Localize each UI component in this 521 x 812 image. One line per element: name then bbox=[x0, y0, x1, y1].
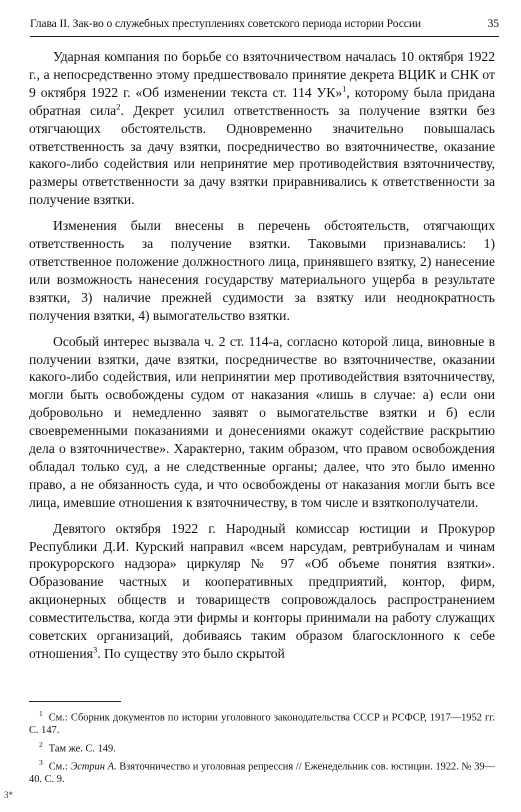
footnote-author: Эстрин А. bbox=[70, 761, 117, 773]
footnote-ref[interactable]: 1 bbox=[342, 83, 347, 94]
footnote-prefix: См.: bbox=[48, 761, 71, 773]
paragraph-text: Изменения были внесены в перечень обстоятельств, отягчающих ответственность за получение взятки. Таковыми признавались: 1) ответственное положение должностного лица, принявшего взятку, 2) нанесение или возможность нанесения государству материального ущерба в результате взятки, 3) наличие прежней судимости за взятку или неоднократность получения взятки, 4) вымогательство взятки. bbox=[29, 218, 495, 323]
chapter-title: Глава II. Зак-во о служебных преступлениях советского периода истории России bbox=[30, 17, 422, 30]
paragraph-3 bbox=[29, 333, 495, 512]
paragraph-4 bbox=[29, 520, 495, 663]
page-number: 35 bbox=[487, 17, 499, 30]
running-header bbox=[30, 14, 499, 37]
paragraph-2 bbox=[29, 217, 495, 324]
footnote-1 bbox=[29, 708, 495, 738]
footnote-text: См.: Сборник документов по истории уголовного законодательства СССР и РСФСР, 1917—1952 гг. С. 147. bbox=[29, 712, 495, 737]
footnote-ref[interactable]: 2 bbox=[116, 101, 121, 112]
paragraph-text: Ударная компания по борьбе со взяточничеством началась 10 октября 1922 г., а непосредственно этому предшествовало принятие декрета ВЦИК и СНК от 9 октября 1922 г. «Об изменении текста ст. 114 УК» bbox=[29, 49, 495, 100]
footnote-3 bbox=[29, 757, 495, 787]
footnote-text: Взяточничество и уголовная репрессия // Еженедельник сов. юстиции. 1922. № 39—40. С. 9. bbox=[29, 761, 495, 785]
paragraph-text: Девятого октября 1922 г. Народный комиссар юстиции и Прокурор Республики Д.И. Курский направил «всем нарсудам, ревтрибуналам и чинам прокурорского надзора» циркуляр № 97 «Об объеме понятия взятки». Образование частных и кооперативных предприятий, контор, фирм, акционерных обществ и товариществ сопровождалось распространением совместительства, когда эти фирмы и конторы принимали на работу служащих советских организаций, добиваясь таким образом благосклонного к себе отношения bbox=[29, 520, 495, 661]
footnote-number: 2 bbox=[39, 739, 43, 749]
footnote-2 bbox=[29, 739, 495, 756]
signature-mark: 3* bbox=[4, 790, 13, 800]
footnotes bbox=[29, 701, 495, 787]
paragraph-text: . По существу это было скрытой bbox=[97, 646, 285, 661]
paragraph-1 bbox=[29, 48, 495, 209]
footnote-divider bbox=[29, 701, 121, 702]
paragraph-text: , которому была придана обратная сила bbox=[29, 84, 495, 118]
paragraph-text: Особый интерес вызвала ч. 2 ст. 114-а, согласно которой лица, виновные в получении взятки, даче взятки, посредничестве во взяточничестве, оказании какого-либо содействия, или непринятии мер противодействия взяточничеству, могли быть освобождены судом от наказания «лишь в случае: а) если они добровольно и немедленно заявят о вымогательстве взятки и б) если своевременными показаниями и донесениями окажут содействие раскрытию дела о взяточничестве». Характерно, таким образом, что правом освобождения обладал только суд, а не следственные органы; далее, что это было именно право, а не обязанность суда, и что освобождены от наказания могли быть все лица, имевшие отношения к взяточничеству, в том числе и взяткополучатели. bbox=[29, 333, 495, 510]
main-text bbox=[29, 48, 495, 671]
footnote-number: 1 bbox=[39, 709, 43, 718]
footnote-ref[interactable]: 3 bbox=[92, 644, 98, 655]
paragraph-text: . Декрет усилил ответственность за получение взятки без отягчающих обстоятельств. Одновременно значительно повышалась ответственность за дачу взятки, посредничество во взяточничестве, оказание какого-либо содействия или непринятие мер противодействия взяточничеству, размеры ответственности за дачу взятки приравнивались к ответственности за получение взятки. bbox=[29, 102, 495, 208]
footnote-text: Там же. С. 149. bbox=[48, 743, 116, 755]
footnote-number: 3 bbox=[39, 757, 43, 767]
